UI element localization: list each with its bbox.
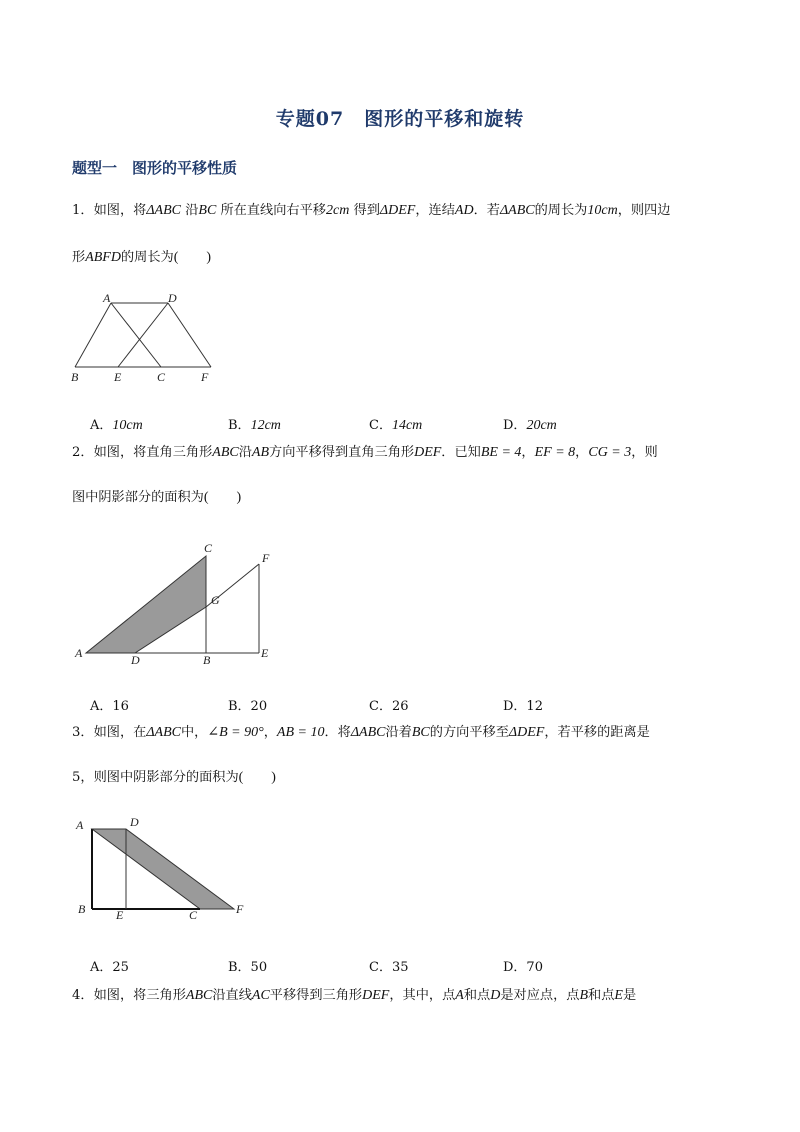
text: 1．如图，将 <box>72 203 147 218</box>
section-heading: 题型一 图形的平移性质 <box>72 159 238 177</box>
label-A: A <box>103 291 111 305</box>
text: ， <box>263 725 277 740</box>
label-E: E <box>114 370 122 384</box>
text: ，其中，点 <box>389 988 456 1003</box>
figure-1 <box>68 290 228 390</box>
label-C: C <box>204 541 213 555</box>
option-letter: D． <box>503 418 527 433</box>
q2-option-d[interactable]: D．12 <box>503 699 543 714</box>
option-value: 12cm <box>250 418 281 433</box>
text: 中， <box>181 725 208 740</box>
label-B: B <box>78 902 86 916</box>
text: 平移得到三角形 <box>269 988 363 1003</box>
q3-option-a[interactable]: A．25 <box>90 960 129 975</box>
math: 2cm <box>325 203 350 218</box>
option-letter: B． <box>228 418 251 433</box>
math: BE = 4 <box>480 445 522 460</box>
math: E <box>614 988 623 1003</box>
text: 沿直线 <box>212 988 252 1003</box>
label-C: C <box>189 908 198 922</box>
option-value: 14cm <box>391 418 423 433</box>
text: 的周长为 <box>120 250 174 265</box>
text: ．若 <box>473 203 500 218</box>
question-3-line-2 <box>72 768 732 788</box>
question-1-line-2 <box>72 248 732 268</box>
text: 4．如图，将三角形 <box>72 988 186 1003</box>
math: ΔABC <box>146 203 181 218</box>
math: DEF <box>414 445 442 460</box>
math: A <box>455 988 464 1003</box>
math: AB <box>251 445 270 460</box>
question-2-line-1 <box>72 443 732 463</box>
text: 3．如图，在 <box>72 725 147 740</box>
option-value: 10cm <box>112 418 143 433</box>
math: ABC <box>185 988 213 1003</box>
q1-option-c[interactable] <box>369 414 422 434</box>
text: 5，则图中阴影部分的面积为 <box>72 770 239 785</box>
math: B <box>579 988 589 1003</box>
text: 所在直线向右平移 <box>220 203 326 218</box>
q3-option-b[interactable]: B．50 <box>228 960 268 975</box>
q2-option-b[interactable]: B．20 <box>228 699 268 714</box>
text: ，若平移的距离是 <box>544 725 650 740</box>
text: 沿着 <box>385 725 412 740</box>
text: 方向平移得到直角三角形 <box>269 445 415 460</box>
figure-3 <box>72 812 252 924</box>
answer-blank: ( ) <box>238 770 276 785</box>
text: 沿 <box>238 445 252 460</box>
q2-option-c[interactable]: C．26 <box>369 699 409 714</box>
math: AB = 10 <box>276 725 325 740</box>
math: AC <box>251 988 270 1003</box>
text: ，则四边 <box>617 203 671 218</box>
question-4-line-1 <box>72 986 732 1006</box>
text: 形 <box>72 250 86 265</box>
label-E: E <box>261 646 269 660</box>
math: ΔDEF <box>508 725 545 740</box>
math: ∠B = 90° <box>207 725 264 740</box>
label-D: D <box>131 653 140 667</box>
text: ，则 <box>631 445 658 460</box>
text: ， <box>575 445 589 460</box>
answer-blank: ( ) <box>203 490 242 505</box>
text: 2．如图，将直角三角形 <box>72 445 213 460</box>
label-F: F <box>236 902 244 916</box>
figure-2 <box>72 538 282 670</box>
label-A: A <box>75 646 83 660</box>
text: ， <box>521 445 535 460</box>
label-B: B <box>203 653 211 667</box>
label-E: E <box>116 908 124 922</box>
q3-option-d[interactable]: D．70 <box>503 960 543 975</box>
option-letter: A． <box>90 418 113 433</box>
math: ΔABC <box>350 725 386 740</box>
text: 和点 <box>588 988 615 1003</box>
q1-option-d[interactable] <box>503 414 557 434</box>
math: BC <box>411 725 430 740</box>
label-C: C <box>157 370 166 384</box>
math: ABFD <box>85 250 121 265</box>
q1-option-b[interactable] <box>228 414 281 434</box>
q2-option-a[interactable]: A．16 <box>90 699 129 714</box>
label-B: B <box>71 370 79 384</box>
option-value: 20cm <box>526 418 557 433</box>
math: 10cm <box>587 203 618 218</box>
math: D <box>490 988 501 1003</box>
label-D: D <box>168 291 177 305</box>
question-3-line-1 <box>72 723 732 743</box>
label-A: A <box>76 818 84 832</box>
label-F: F <box>262 551 270 565</box>
label-G: G <box>211 593 220 607</box>
math: ΔABC <box>146 725 181 740</box>
label-F: F <box>201 370 209 384</box>
q3-option-c[interactable]: C．35 <box>369 960 409 975</box>
math: ABC <box>212 445 239 460</box>
text: 是 <box>622 988 637 1003</box>
label-D: D <box>130 815 139 829</box>
q1-option-a[interactable] <box>90 414 143 434</box>
text: ，连结 <box>415 203 455 218</box>
text: 是对应点，点 <box>500 988 580 1003</box>
question-2-line-2 <box>72 488 732 508</box>
math: BC <box>198 203 217 218</box>
math: EF = 8 <box>534 445 576 460</box>
question-1-line-1 <box>72 201 732 221</box>
math: ΔDEF <box>379 203 416 218</box>
text: 的周长为 <box>534 203 588 218</box>
option-letter: C． <box>369 418 392 433</box>
math: ΔABC <box>499 203 535 218</box>
math: AD <box>454 203 474 218</box>
text: 沿 <box>185 203 199 218</box>
text: ．已知 <box>441 445 481 460</box>
math: CG = 3 <box>588 445 632 460</box>
math: DEF <box>362 988 390 1003</box>
page-title: 专题07 图形的平移和旋转 <box>275 108 525 130</box>
text: 和点 <box>463 988 491 1003</box>
text: 的方向平移至 <box>429 725 509 740</box>
text: 图中阴影部分的面积为 <box>72 490 204 505</box>
answer-blank: ( ) <box>173 250 212 265</box>
text: 得到 <box>353 203 380 218</box>
text: ．将 <box>324 725 351 740</box>
